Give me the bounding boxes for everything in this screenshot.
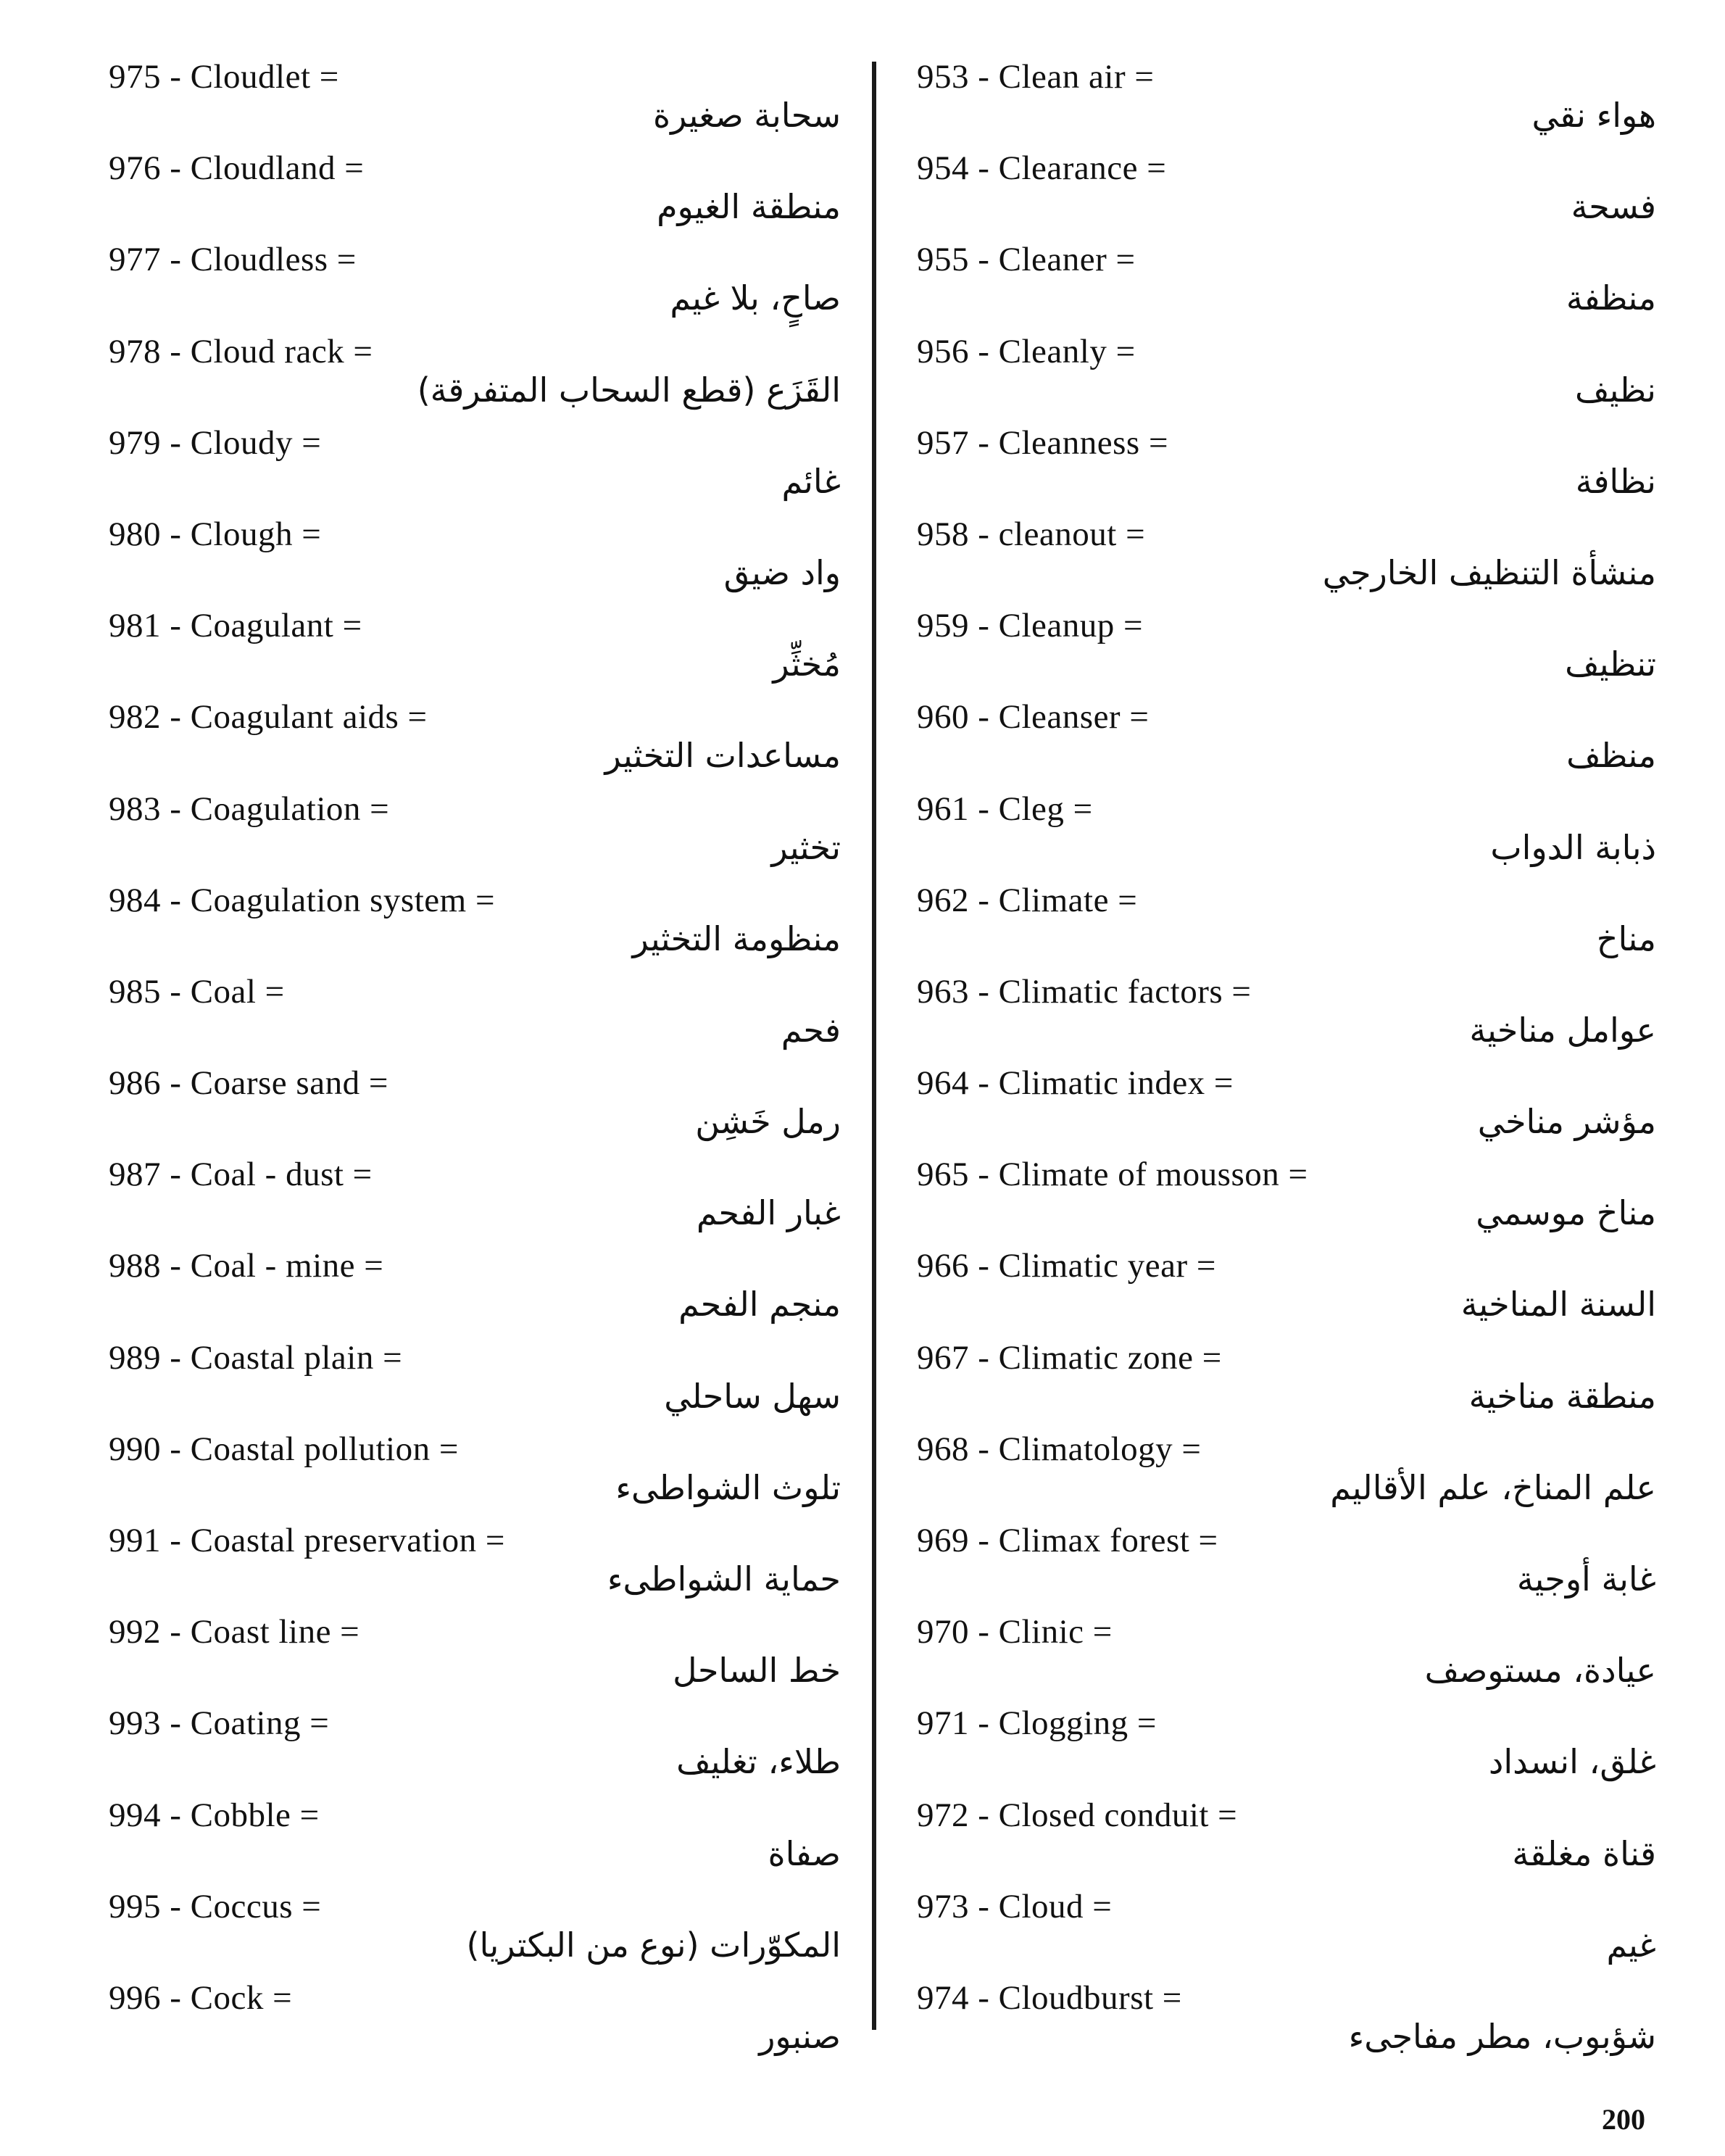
glossary-entry <box>109 1429 841 1520</box>
english-term: 965 - Climate of mousson = <box>917 1156 1308 1194</box>
english-term: 988 - Coal - mine = <box>109 1247 384 1285</box>
glossary-entry <box>917 697 1656 788</box>
arabic-translation: مناخ موسمي <box>1476 1193 1656 1233</box>
glossary-entry <box>109 57 841 148</box>
english-term: 968 - Climatology = <box>917 1430 1202 1468</box>
glossary-entry <box>109 423 841 514</box>
glossary-entry <box>917 1886 1656 1978</box>
arabic-translation: منشأة التنظيف الخارجي <box>1322 552 1656 592</box>
arabic-translation: حماية الشواطىء <box>607 1559 841 1599</box>
glossary-entry <box>109 514 841 605</box>
arabic-translation: غائم <box>781 461 841 501</box>
glossary-entry <box>109 1063 841 1154</box>
glossary-entry <box>917 789 1656 880</box>
arabic-translation: غلق، انسداد <box>1488 1742 1656 1782</box>
glossary-entry <box>109 1338 841 1429</box>
arabic-translation: خط الساحل <box>673 1651 841 1691</box>
glossary-entry <box>917 880 1656 971</box>
glossary-entry <box>109 1520 841 1612</box>
arabic-translation: تلوث الشواطىء <box>615 1467 841 1507</box>
english-term: 972 - Closed conduit = <box>917 1796 1238 1834</box>
glossary-entry <box>917 57 1656 148</box>
arabic-translation: نظيف <box>1574 370 1656 410</box>
glossary-entry <box>109 331 841 423</box>
arabic-translation: غابة أوجية <box>1516 1559 1656 1599</box>
glossary-entry <box>109 1978 841 2069</box>
glossary-entry <box>917 1795 1656 1886</box>
arabic-translation: مناخ <box>1596 919 1656 958</box>
glossary-entry <box>109 789 841 880</box>
glossary-entry <box>917 239 1656 331</box>
arabic-translation: منظومة التخثير <box>632 919 841 958</box>
arabic-translation: قناة مغلقة <box>1512 1833 1656 1873</box>
arabic-translation: سحابة صغيرة <box>653 96 841 135</box>
arabic-translation: مساعدات التخثير <box>604 736 841 776</box>
english-term: 990 - Coastal pollution = <box>109 1430 459 1468</box>
english-term: 992 - Coast line = <box>109 1613 360 1651</box>
english-term: 960 - Cleanser = <box>917 698 1150 737</box>
arabic-translation: تخثير <box>771 827 841 867</box>
arabic-translation: فسحة <box>1571 187 1656 227</box>
english-term: 979 - Cloudy = <box>109 423 322 462</box>
arabic-translation: فحم <box>781 1010 841 1050</box>
glossary-entry <box>917 1429 1656 1520</box>
english-term: 980 - Clough = <box>109 515 322 553</box>
english-term: 991 - Coastal preservation = <box>109 1522 505 1559</box>
english-term: 978 - Cloud rack = <box>109 332 373 370</box>
glossary-entry <box>917 514 1656 605</box>
arabic-translation: نظافة <box>1575 461 1656 501</box>
arabic-translation: رمل خَشِن <box>695 1102 841 1142</box>
english-term: 973 - Cloud = <box>917 1887 1113 1925</box>
arabic-translation: غيم <box>1606 1925 1656 1965</box>
glossary-entry <box>109 1245 841 1337</box>
glossary-entry <box>917 1245 1656 1337</box>
right-column <box>917 57 1656 2056</box>
english-term: 956 - Cleanly = <box>917 332 1136 370</box>
glossary-entry <box>917 1612 1656 1703</box>
english-term: 974 - Cloudburst = <box>917 1978 1182 2017</box>
english-term: 971 - Clogging = <box>917 1704 1157 1743</box>
glossary-entry <box>109 239 841 331</box>
english-term: 954 - Clearance = <box>917 149 1167 188</box>
arabic-translation: المكوّرات (نوع من البكتريا) <box>466 1925 841 1965</box>
arabic-translation: صنبور <box>759 2016 841 2056</box>
arabic-translation: مُخثِّر <box>773 644 841 684</box>
arabic-translation: صفاة <box>768 1833 841 1873</box>
english-term: 969 - Climax forest = <box>917 1522 1218 1559</box>
arabic-translation: هواء نقي <box>1531 96 1656 135</box>
arabic-translation: تنظيف <box>1565 644 1656 684</box>
english-term: 994 - Cobble = <box>109 1796 320 1834</box>
english-term: 975 - Cloudlet = <box>109 58 339 96</box>
arabic-translation: مؤشر مناخي <box>1477 1102 1656 1142</box>
arabic-translation: ذبابة الدواب <box>1490 827 1656 867</box>
english-term: 957 - Cleanness = <box>917 423 1168 462</box>
glossary-entry <box>109 697 841 788</box>
glossary-entry <box>917 1063 1656 1154</box>
glossary-entry <box>109 1703 841 1794</box>
glossary-entry <box>109 148 841 239</box>
arabic-translation: منظف <box>1566 736 1656 776</box>
english-term: 953 - Clean air = <box>917 58 1155 96</box>
english-term: 964 - Climatic index = <box>917 1064 1234 1103</box>
column-divider <box>872 62 876 2030</box>
glossary-entry <box>917 1154 1656 1245</box>
english-term: 970 - Clinic = <box>917 1613 1113 1651</box>
english-term: 959 - Cleanup = <box>917 607 1144 645</box>
english-term: 963 - Climatic factors = <box>917 972 1252 1011</box>
english-term: 986 - Coarse sand = <box>109 1064 388 1103</box>
glossary-entry <box>109 1886 841 1978</box>
glossary-entry <box>917 331 1656 423</box>
english-term: 955 - Cleaner = <box>917 241 1136 279</box>
glossary-entry <box>917 1978 1656 2069</box>
glossary-entry <box>917 605 1656 697</box>
glossary-entry <box>917 1338 1656 1429</box>
arabic-translation: منطقة الغيوم <box>657 187 841 227</box>
glossary-entry <box>917 971 1656 1063</box>
arabic-translation: علم المناخ، علم الأقاليم <box>1330 1467 1656 1507</box>
glossary-entry <box>917 148 1656 239</box>
english-term: 993 - Coating = <box>109 1704 330 1743</box>
arabic-translation: عيادة، مستوصف <box>1424 1651 1656 1691</box>
arabic-translation: منطقة مناخية <box>1468 1376 1656 1416</box>
english-term: 995 - Coccus = <box>109 1887 322 1925</box>
english-term: 989 - Coastal plain = <box>109 1338 403 1377</box>
glossary-entry <box>109 880 841 971</box>
english-term: 984 - Coagulation system = <box>109 881 495 919</box>
arabic-translation: منجم الفحم <box>678 1285 841 1324</box>
english-term: 962 - Climate = <box>917 881 1138 919</box>
glossary-entry <box>109 971 841 1063</box>
english-term: 967 - Climatic zone = <box>917 1338 1222 1377</box>
english-term: 961 - Cleg = <box>917 789 1093 828</box>
arabic-translation: سهل ساحلي <box>664 1376 841 1416</box>
glossary-entry <box>109 1612 841 1703</box>
english-term: 977 - Cloudless = <box>109 241 357 279</box>
arabic-translation: عوامل مناخية <box>1469 1010 1656 1050</box>
english-term: 982 - Coagulant aids = <box>109 698 428 737</box>
english-term: 985 - Coal = <box>109 972 285 1011</box>
arabic-translation: منظفة <box>1566 278 1656 318</box>
glossary-entry <box>109 1795 841 1886</box>
english-term: 987 - Coal - dust = <box>109 1156 373 1194</box>
arabic-translation: واد ضيق <box>723 552 841 592</box>
arabic-translation: شؤبوب، مطر مفاجىء <box>1348 2016 1656 2056</box>
english-term: 983 - Coagulation = <box>109 789 390 828</box>
arabic-translation: طلاء، تغليف <box>676 1742 841 1782</box>
english-term: 996 - Cock = <box>109 1978 293 2017</box>
glossary-entry <box>917 423 1656 514</box>
english-term: 966 - Climatic year = <box>917 1247 1216 1285</box>
page-number: 200 <box>1602 2103 1645 2136</box>
arabic-translation: غبار الفحم <box>696 1193 841 1233</box>
glossary-entry <box>109 605 841 697</box>
arabic-translation: السنة المناخية <box>1460 1285 1656 1324</box>
arabic-translation: القَزَع (قطع السحاب المتفرقة) <box>417 370 841 410</box>
left-column <box>109 57 841 2056</box>
english-term: 976 - Cloudland = <box>109 149 365 188</box>
english-term: 958 - cleanout = <box>917 515 1146 553</box>
glossary-entry <box>917 1703 1656 1794</box>
glossary-entry <box>917 1520 1656 1612</box>
arabic-translation: صاحٍ، بلا غيم <box>670 278 841 318</box>
english-term: 981 - Coagulant = <box>109 607 362 645</box>
glossary-entry <box>109 1154 841 1245</box>
